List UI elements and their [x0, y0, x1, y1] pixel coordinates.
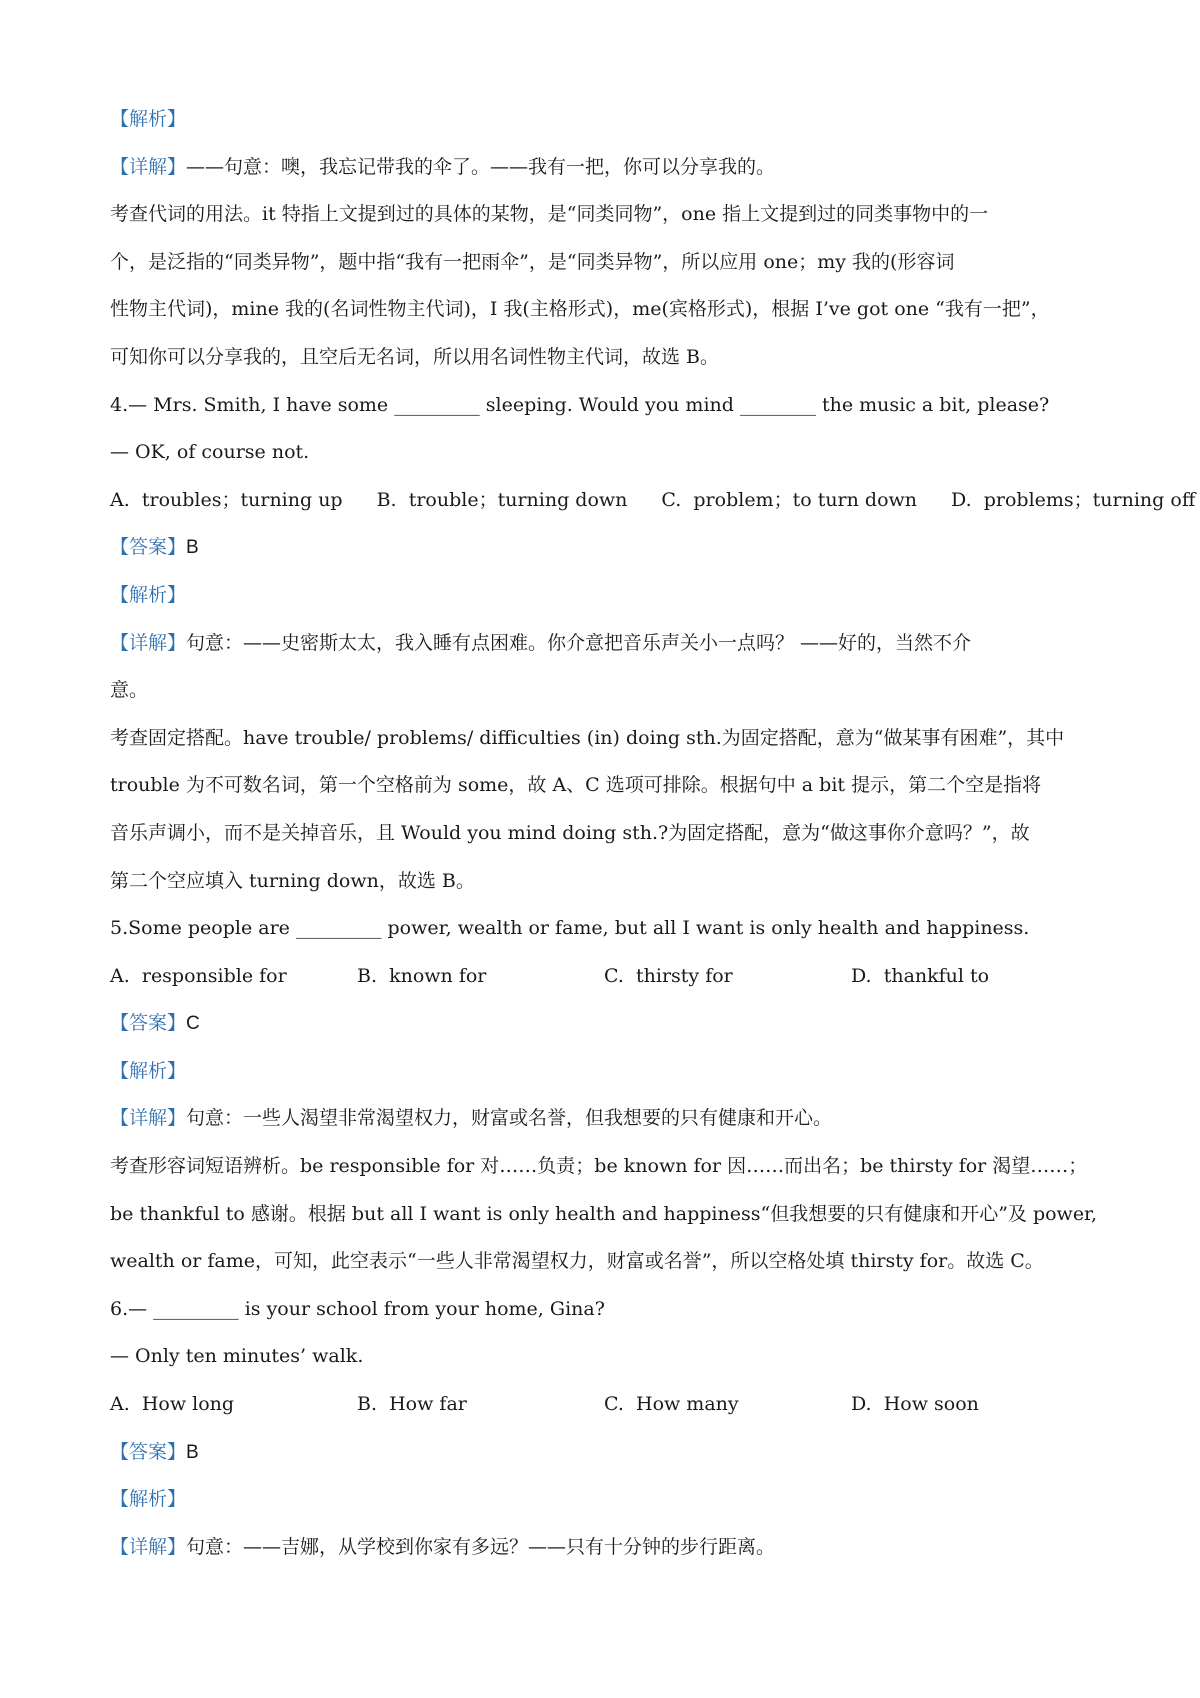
answer-line: 【答案】C: [110, 1012, 200, 1035]
analysis-heading: 【解析】: [110, 583, 187, 606]
option-d: D. How soon: [851, 1393, 979, 1416]
analysis-heading: 【解析】: [110, 1059, 187, 1082]
question-stem: 6.— _________ is your school from your home, Gina?: [110, 1297, 605, 1320]
detail-line: 意。: [110, 679, 149, 702]
options-row: [110, 1381, 1102, 1429]
explain-line: 第二个空应填入 turning down，故选 B。: [110, 869, 475, 892]
explain-line: wealth or fame，可知，此空表示“一些人非常渴望权力，财富或名誉”，所以空格处填 thirsty for。故选 C。: [110, 1250, 1044, 1273]
option-d: D. problems；turning off: [951, 488, 1196, 511]
detail-line: 【详解】句意：一些人渴望非常渴望权力，财富或名誉，但我想要的只有健康和开心。: [110, 1107, 833, 1130]
option-c: C. problem；to turn down: [661, 488, 918, 511]
explain-line: 考查形容词短语辨析。be responsible for 对……负责；be known for 因……而出名；be thirsty for 渴望……；: [110, 1155, 1088, 1178]
explain-line: be thankful to 感谢。根据 but all I want is only health and happiness“但我想要的只有健康和开心”及 power,: [110, 1202, 1098, 1225]
detail-line: 【详解】句意：——史密斯太太，我入睡有点困难。你介意把音乐声关小一点吗？ ——好的，当然不介: [110, 631, 972, 654]
explain-line: 考查代词的用法。it 特指上文提到过的具体的某物，是“同类同物”，one 指上文提到过的同类事物中的一: [110, 203, 989, 226]
options-row: [110, 953, 1102, 1001]
answer-line: 【答案】B: [110, 1440, 199, 1463]
explain-line: 考查固定搭配。have trouble/ problems/ difficulties (in) doing sth.为固定搭配，意为“做某事有困难”，其中: [110, 726, 1065, 749]
option-a: A. troubles；turning up: [110, 488, 343, 511]
explain-line: 个，是泛指的“同类异物”，题中指“我有一把雨伞”，是“同类异物”，所以应用 one；my 我的(形容词: [110, 250, 955, 273]
question-reply: — Only ten minutes’ walk.: [110, 1345, 364, 1368]
option-a: A. How long: [110, 1393, 235, 1416]
question-reply: — OK, of course not.: [110, 441, 310, 464]
option-a: A. responsible for: [110, 964, 287, 987]
option-b: B. How far: [357, 1393, 467, 1416]
explain-line: 可知你可以分享我的，且空后无名词，所以用名词性物主代词，故选 B。: [110, 345, 720, 368]
option-b: B. known for: [357, 964, 487, 987]
analysis-heading: 【解析】: [110, 108, 187, 130]
explain-line: 性物主代词)，mine 我的(名词性物主代词)，I 我(主格形式)，me(宾格形式)，根据 I’ve got one “我有一把”，: [110, 298, 1050, 321]
option-c: C. thirsty for: [604, 964, 733, 987]
explain-line: trouble 为不可数名词，第一个空格前为 some，故 A、C 选项可排除。根据句中 a bit 提示，第二个空是指将: [110, 774, 1042, 797]
question-stem: 5.Some people are _________ power, wealth or fame, but all I want is only health and happiness.: [110, 917, 1030, 940]
explain-line: 音乐声调小，而不是关掉音乐，且 Would you mind doing sth.?为固定搭配，意为“做这事你介意吗？”，故: [110, 821, 1030, 844]
option-d: D. thankful to: [851, 964, 990, 987]
options-row: [110, 477, 1196, 525]
option-c: C. How many: [604, 1393, 739, 1416]
analysis-heading: 【解析】: [110, 1488, 187, 1511]
question-stem: 4.— Mrs. Smith, I have some _________ sleeping. Would you mind ________ the music a bit, please?: [110, 393, 1050, 416]
detail-line: 【详解】句意：——吉娜，从学校到你家有多远？——只有十分钟的步行距离。: [110, 1535, 776, 1558]
answer-line: 【答案】B: [110, 536, 199, 559]
option-b: B. trouble；turning down: [376, 488, 628, 511]
detail-line: 【详解】——句意：噢，我忘记带我的伞了。——我有一把，你可以分享我的。: [110, 155, 776, 178]
